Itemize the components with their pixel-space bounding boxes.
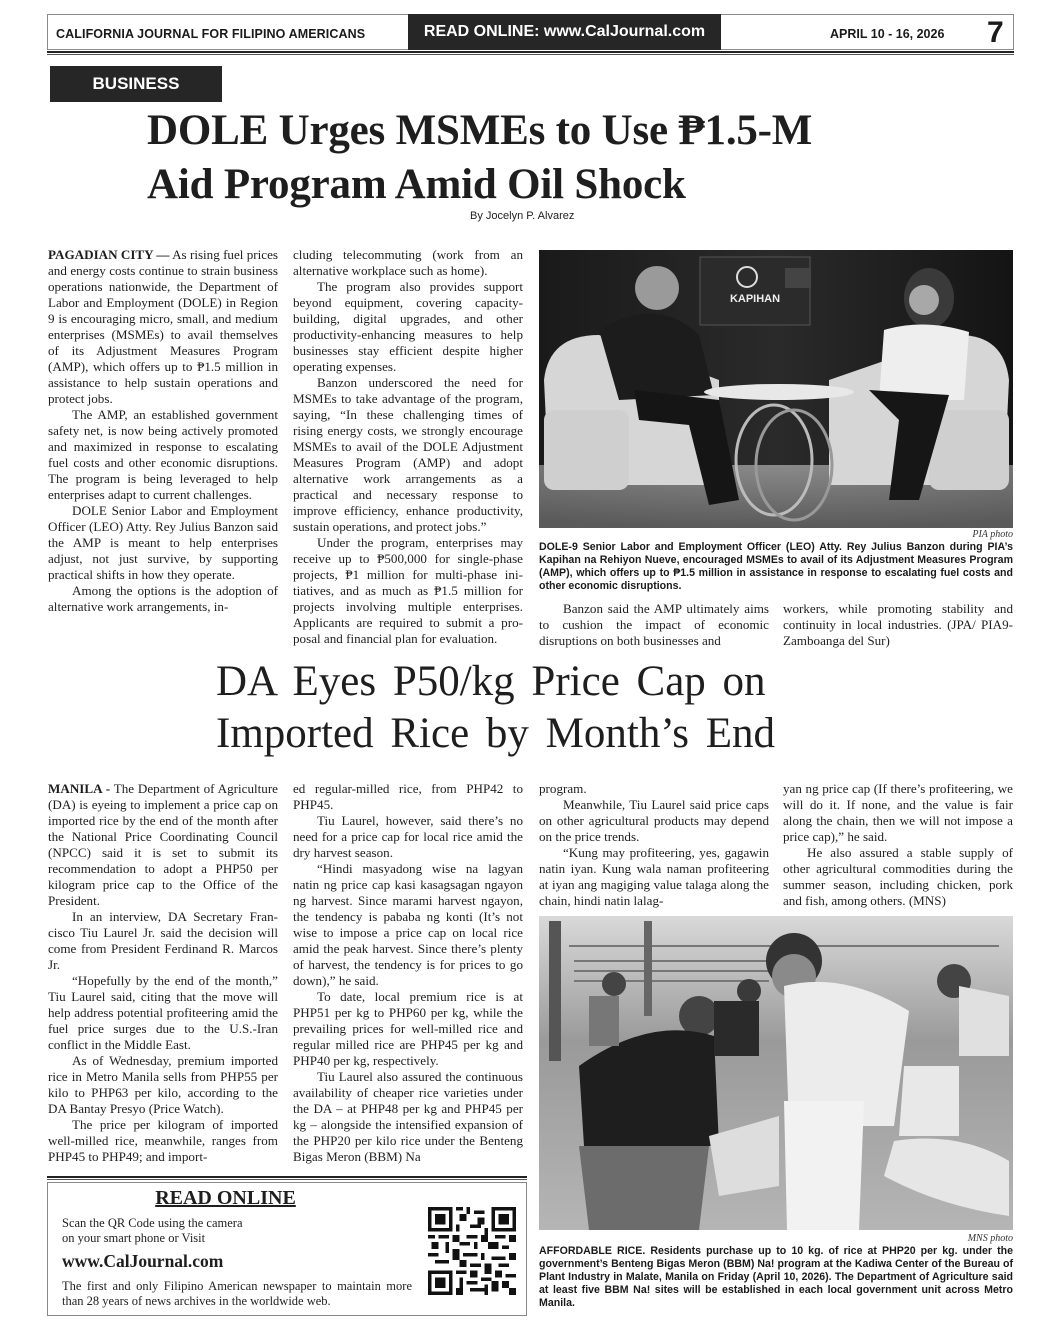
page-number: 7 (987, 16, 1004, 49)
publication-name: CALIFORNIA JOURNAL FOR FILIPINO AMERICANS (56, 27, 366, 41)
article1-paragraph: Among the options is the adoption of alternative work arrangements, in- (48, 583, 278, 614)
article1-paragraph: Under the program, enterprises may receive up to ₱500,000 for single-phase projects, ₱1 million for multi-phase initiatives, and as much as ₱1.5 million for projects involving multiple enterprises. Applicants are required to submit a proposal and financial plan for evaluation. (293, 535, 523, 646)
read-online-description: The first and only Filipino American newspaper to maintain more than 28 years of news archives in the worldwide web. (62, 1279, 412, 1308)
article1-paragraph: Banzon underscored the need for MSMEs to take advantage of the program, saying, “In these challenging times of rising energy costs, we strongly encourage MSMEs to avail of the DOLE Adjustment Measures Program (AMP) and adopt alternative work arrangements as a practical and necessary response to improve efficiency, enhance productivity, sustain operations, and protect jobs.” (293, 375, 523, 534)
article2-paragraph: Tiu Laurel also assured the continuous availability of cheaper rice varieties under the DA – at PHP48 per kg and PHP45 per kg – alongside the intensified expansion of the PHP20 per kilo rice under the Benteng Bigas Meron (BBM) Na (293, 1069, 523, 1164)
read-online-banner[interactable]: READ ONLINE: www.CalJournal.com (408, 14, 721, 50)
article2-paragraph: “Hopefully by the end of the month,” Tiu Laurel said, citing that the move will help address potential profiteering amid the fuel price surges due to the U.S.-Iran conflict in the Middle East. (48, 973, 278, 1052)
article2-photo-credit: MNS photo (967, 1233, 1013, 1244)
read-online-rule (47, 1176, 527, 1178)
article2-headline (216, 656, 876, 760)
article1-headline (147, 104, 947, 212)
article2-paragraph: Tiu Laurel, however, said there’s no need for a price cap for local rice amid the dry harvest season. (293, 813, 523, 860)
issue-date: APRIL 10 - 16, 2026 (830, 27, 945, 41)
article2-photo (539, 916, 1013, 1230)
read-online-title: READ ONLINE (155, 1187, 296, 1209)
article2-paragraph: program. (539, 781, 587, 796)
article2-photo-caption: AFFORDABLE RICE. Residents purchase up to 10 kg. of rice at PHP20 per kg. under the government’s Benteng Bigas Meron (BBM) Na! program at the Kadiwa Center of the Bureau of Plant Industry in Malate, Manila on Friday (April 10, 2026). The Department of Agriculture said at least five BBM Na! sites will be established in each local government unit across Metro Manila. (539, 1245, 1013, 1309)
article1-column-2 (293, 247, 523, 647)
read-online-url-link[interactable]: www.CalJournal.com (62, 1251, 224, 1271)
masthead (47, 14, 1014, 50)
article1-photo-credit: PIA photo (972, 529, 1013, 540)
read-online-instructions: Scan the QR Code using the camera on your smart phone or Visit (62, 1216, 243, 1245)
article2-column-1 (48, 781, 278, 1165)
article1-paragraph: PAGADIAN CITY — As rising fuel prices and energy costs continue to strain business operations nationwide, the Department of Labor and Employment (DOLE) in Region 9 is encouraging micro, small, and medium enterprises (MSMEs) to avail themselves of its Adjustment Measures Program (AMP), which offers up to ₱1.5 million in assistance to help sustain operations and protect jobs. (48, 247, 278, 406)
article2-paragraph: yan ng price cap (If there’s profiteering, we will do it. If none, and the value is fair along the chain, then we will not impose a price cap),” he said. (783, 781, 1013, 844)
article1-paragraph: Banzon said the AMP ultimately aims to cushion the impact of economic disruptions on both businesses and (539, 601, 769, 648)
article1-paragraph: The program also provides support beyond equipment, covering capacity-building, digital upgrades, and other productivity-enhancing measures to help businesses stay efficient despite higher operating expenses. (293, 279, 523, 374)
article2-paragraph: “Hindi masyadong wise na lagyan natin ng price cap kasi kasagsagan ngayon ng harvest. Since marami harvest ngayon, the tendency is pababa ng konti (It’s not wise to impose a price cap on local rice amid the peak harvest. Since there’s plenty of harvest, the tendency is for prices to go down),” he said. (293, 861, 523, 988)
article1-paragraph: DOLE Senior Labor and Employment Officer (LEO) Atty. Rey Julius Banzon said the AMP is meant to help enterprises adjust, not just survive, by supporting practical shifts in how they operate. (48, 503, 278, 582)
article1-photo-caption: DOLE-9 Senior Labor and Employment Officer (LEO) Atty. Rey Julius Banzon during PIA’s Kapihan na Rehiyon Nueve, encouraged MSMEs to avail of its Adjustment Measures Program (AMP), which offers up to ₱1.5 million in assistance in response to escalating fuel costs and other economic disruptions. (539, 541, 1013, 592)
article2-column-4 (783, 781, 1013, 909)
read-online-rule-thin (47, 1179, 527, 1180)
article1-column-1 (48, 247, 278, 615)
article1-headline-line1: DOLE Urges MSMEs to Use ₱1.5-M (147, 107, 813, 154)
article2-paragraph: ed regular-milled rice, from PHP42 to PHP45. (293, 781, 523, 812)
masthead-rule (47, 51, 1014, 53)
article1-byline: By Jocelyn P. Alvarez (470, 210, 575, 222)
article2-paragraph: The price per kilogram of imported well-milled rice, meanwhile, ranges from PHP45 to PHP49; and import- (48, 1117, 278, 1164)
read-online-box (47, 1182, 527, 1316)
article2-column-3 (539, 781, 769, 909)
svg-text:KAPIHAN: KAPIHAN (729, 293, 781, 305)
article2-column-2 (293, 781, 523, 1165)
article2-headline-line1: DA Eyes P50/kg Price Cap on (216, 658, 766, 705)
article1-photo (539, 250, 1013, 528)
article2-paragraph: To date, local premium rice is at PHP51 per kg to PHP60 per kg, while the prevailing prices for well-milled rice and regular milled rice are PHP45 per kg and PHP40 per kg, respectively. (293, 989, 523, 1068)
article1-column-3 (539, 601, 769, 649)
article2-paragraph: In an interview, DA Secretary Francisco Tiu Laurel Jr. said the decision will come from President Ferdinand R. Marcos Jr. (48, 909, 278, 972)
kapihan-studio-photo-icon (539, 250, 1013, 528)
article2-paragraph: “Kung may profiteering, yes, gagawin natin iyan. Kung wala naman profiteering at iyan ang magiging value talaga along the chain, hindi natin lalag- (539, 845, 769, 908)
article2-dateline: MANILA - (48, 781, 111, 796)
article1-paragraph: cluding telecommuting (work from an alternative workplace such as home). (293, 247, 523, 278)
article2-headline-line2: Imported Rice by Month’s End (216, 710, 776, 757)
rice-distribution-photo-icon (539, 916, 1013, 1230)
article2-paragraph: Meanwhile, Tiu Laurel said price caps on other agricultural products may depend on the price trends. (539, 797, 769, 844)
article2-paragraph: MANILA - The Department of Agriculture (DA) is eyeing to implement a price cap on imported rice by the end of the month after the National Price Coordinating Council (NPCC) said it is set to submit its recommendation to adopt a PHP50 per kilogram price cap to the Office of the President. (48, 781, 278, 908)
article1-paragraph: workers, while promoting stability and continuity in local industries. (JPA/ PIA9-Zamboanga del Sur) (783, 601, 1013, 648)
article1-headline-line2: Aid Program Amid Oil Shock (147, 161, 686, 208)
qr-code-icon[interactable] (428, 1207, 516, 1295)
masthead-rule-thin (47, 54, 1014, 55)
article1-dateline: PAGADIAN CITY — (48, 247, 170, 262)
section-label: BUSINESS (50, 66, 222, 102)
article1-paragraph: The AMP, an established government safety net, is now being actively promoted and maximized in response to escalating fuel costs and other economic disruptions. The program is being leveraged to help enterprises adapt to current challenges. (48, 407, 278, 502)
article2-paragraph: As of Wednesday, premium imported rice in Metro Manila sells from PHP55 per kilo to PHP63 per kilo, according to the DA Bantay Presyo (Price Watch). (48, 1053, 278, 1116)
article2-paragraph: He also assured a stable supply of other agricultural commodities during the summer season, including chicken, pork and fish, among others. (MNS) (783, 845, 1013, 908)
article1-column-4 (783, 601, 1013, 649)
